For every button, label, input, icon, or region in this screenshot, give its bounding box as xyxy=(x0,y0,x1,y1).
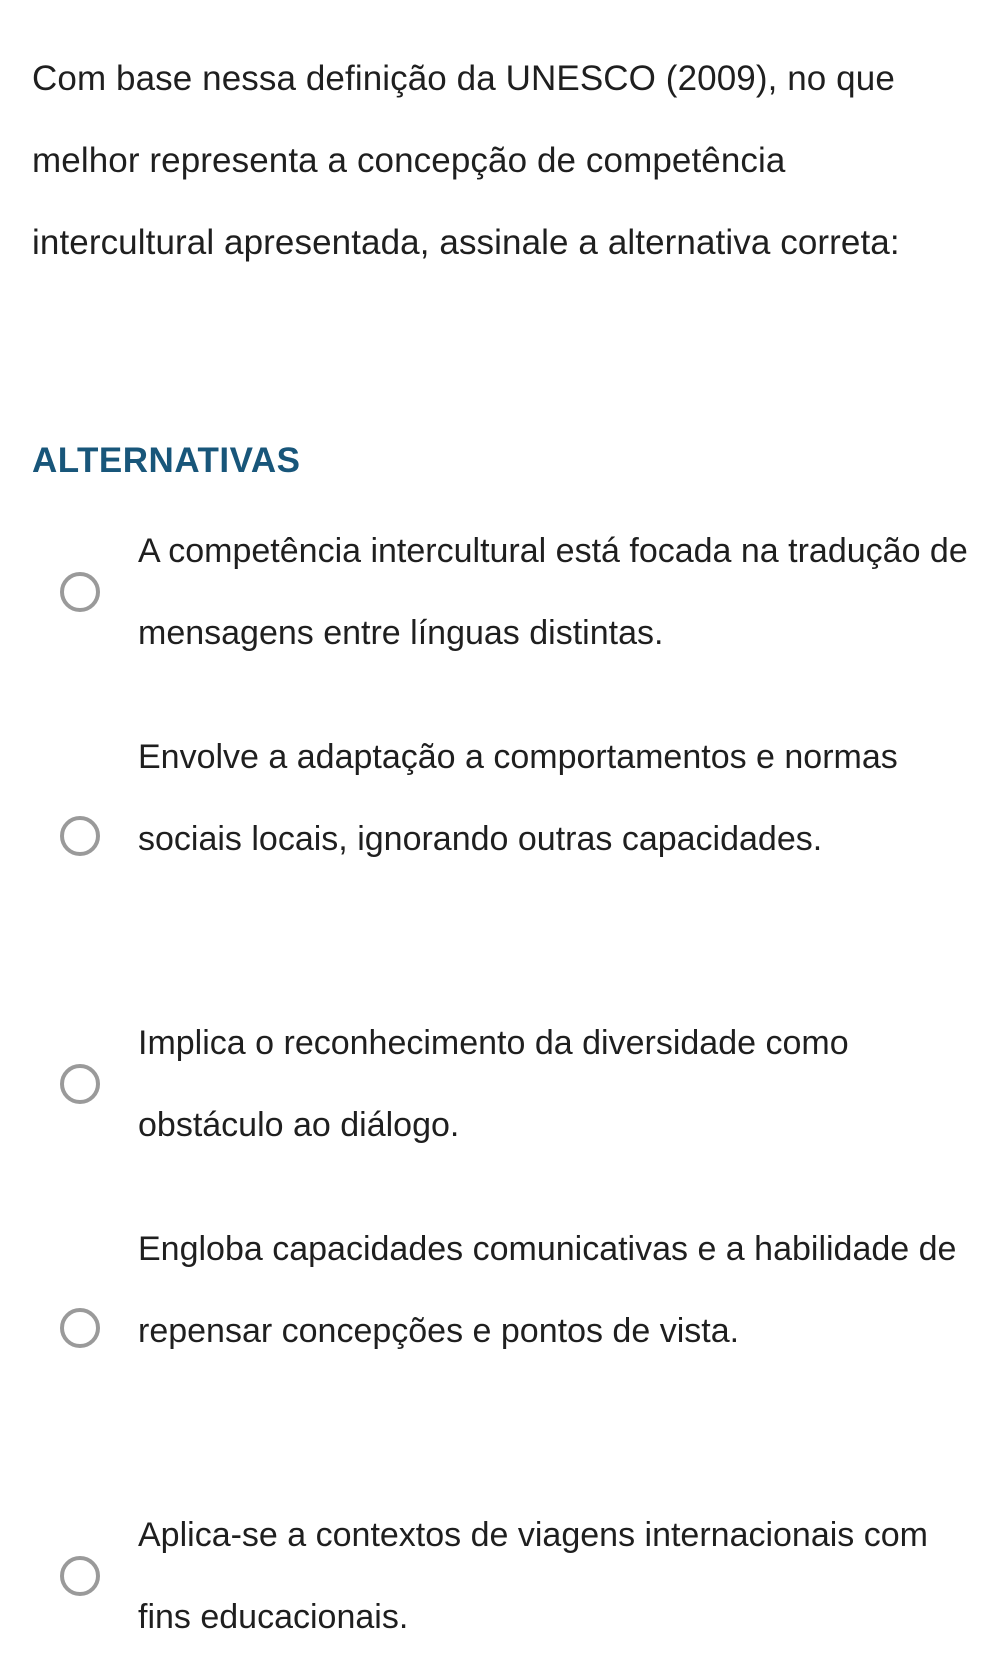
question-text: Com base nessa definição da UNESCO (2009), no que melhor representa a concepção de competência intercultural apresentada, assinale a alternativa correta: xyxy=(32,59,900,262)
alternative-option-3[interactable] xyxy=(0,1002,999,1166)
radio-button-1[interactable] xyxy=(60,572,100,612)
alternative-label-1: A competência intercultural está focada na tradução de mensagens entre línguas distintas. xyxy=(138,532,968,652)
alternative-option-5[interactable] xyxy=(0,1494,999,1658)
alternatives-heading: ALTERNATIVAS xyxy=(32,441,301,480)
alternative-label-4: Engloba capacidades comunicativas e a habilidade de repensar concepções e pontos de vista. xyxy=(138,1230,957,1350)
radio-button-4[interactable] xyxy=(60,1308,100,1348)
radio-button-5[interactable] xyxy=(60,1556,100,1596)
alternative-label-2: Envolve a adaptação a comportamentos e normas sociais locais, ignorando outras capacidades. xyxy=(138,738,898,858)
alternative-label-3: Implica o reconhecimento da diversidade como obstáculo ao diálogo. xyxy=(138,1024,849,1144)
radio-button-2[interactable] xyxy=(60,816,100,856)
alternative-option-2[interactable] xyxy=(0,716,999,962)
alternative-option-4[interactable] xyxy=(0,1208,999,1454)
radio-button-3[interactable] xyxy=(60,1064,100,1104)
alternative-label-5: Aplica-se a contextos de viagens internacionais com fins educacionais. xyxy=(138,1516,928,1636)
alternative-option-1[interactable] xyxy=(0,510,999,674)
